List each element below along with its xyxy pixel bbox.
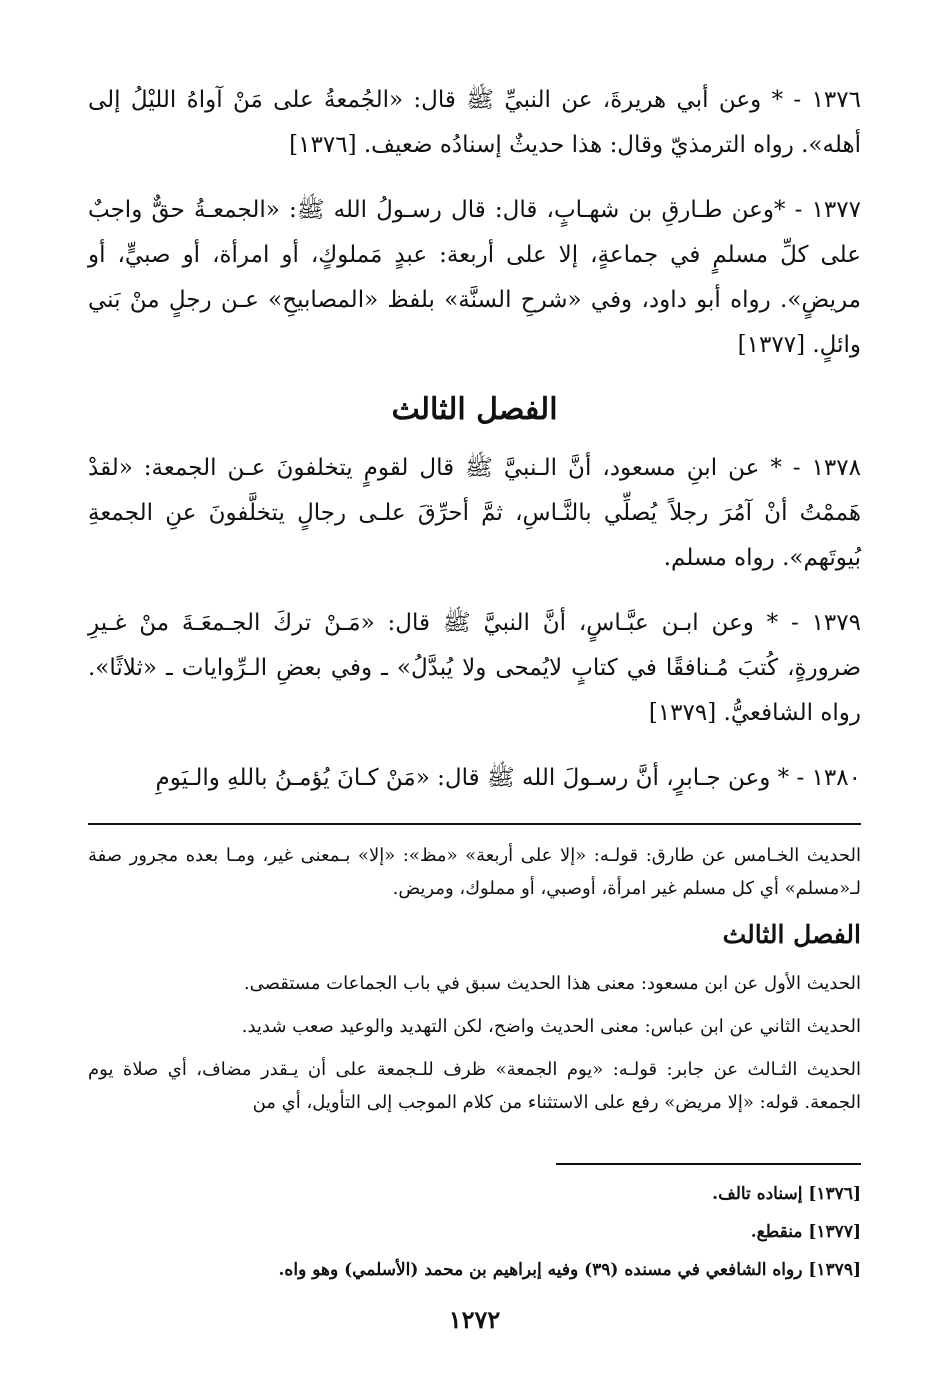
footnote-1379: [١٣٧٩] رواه الشافعي في مسنده (٣٩) وفيه إبراهيم بن محمد (الأسلمي) وهو واه. xyxy=(278,1260,861,1280)
commentary-paragraph: الحديث الأول عن ابن مسعود: معنى هذا الحديث سبق في باب الجماعات مستقصى. xyxy=(243,973,861,994)
page-number: ١٢٧٢ xyxy=(448,1305,501,1334)
hadith-1379: ١٣٧٩ - * وعن ابـن عبَّـاسٍ، أنَّ النبيَّ ﷺ قال: «مَـنْ تركَ الجـمعَـةَ منْ غـيرِ ضرورةٍ، كُتبَ مُـنافقًا في كتابٍ لايُمحى ولا يُبدَّلُ» ـ وفي بعضِ الـرِّوايات ـ «ثلاثًا». رواه الشافعيُّ. [١٣٧٩] xyxy=(88,610,861,726)
commentary-divider xyxy=(88,823,861,825)
commentary-section-title: الفصل الثالث xyxy=(722,920,861,949)
commentary-intro: الحديث الخـامس عن طارق: قولـه: «إلا على أربعة» «مظ»: «إلا» بـمعنى غير، ومـا بعده مجرور صفة لـ«مسلم» أي كل مسلم غير امرأة، أوصبي، أو مملوك، ومريض. xyxy=(88,845,861,899)
hadith-1380: ١٣٨٠ - * وعن جـابرٍ، أنَّ رسـولَ الله ﷺ قال: «مَنْ كـانَ يُؤمـنُ باللهِ والـيَومِ xyxy=(155,765,861,791)
hadith-1378: ١٣٧٨ - * عن ابنِ مسعود، أنَّ الـنبيَّ ﷺ قال لقومٍ يتخلفونَ عـن الجمعة: «لقدْ هَممْتُ أنْ آمُرَ رجلاً يُصلِّي بالنَّـاسِ، ثمَّ أحرِّقَ علـى رجالٍ يتخلَّفونَ عنِ الجمعةِ بُيوتَهم». رواه مسلم. xyxy=(88,455,861,571)
hadith-1376: ١٣٧٦ - * وعن أبي هريرةَ، عن النبيِّ ﷺ قال: «الجُمعةُ على مَنْ آواهُ الليْلُ إلى أهله». رواه الترمذيّ وقال: هذا حديثٌ إسنادُه ضعيف. [١٣٧٦] xyxy=(88,87,861,158)
commentary-paragraph: الحديث الثـالث عن جابر: قولـه: «يوم الجمعة» ظرف للـجمعة على أن يـقدر مضاف، أي صلاة يوم الجمعة. قوله: «إلا مريض» رفع على الاستثناء من كلام الموجب إلى التأويل، أي من xyxy=(88,1059,861,1113)
hadith-1377: ١٣٧٧ - *وعن طـارقِ بن شهـابٍ، قال: قال رسـولُ الله ﷺ: «الجمعـةُ حقٌّ واجبٌ على كلِّ مسلمٍ في جماعةٍ، إلا على أربعة: عبدٍ مَملوكٍ، أو امرأة، أو صبيٍّ، أو مريضٍ». رواه أبو داود، وفي «شرحِ السنَّة» بلفظ «المصابيحِ» عـن رجلٍ منْ بَني وائلٍ. [١٣٧٧] xyxy=(88,197,861,358)
footnote-divider xyxy=(556,1163,861,1165)
commentary-paragraph: الحديث الثاني عن ابن عباس: معنى الحديث واضح، لكن التهديد والوعيد صعب شديد. xyxy=(241,1016,861,1037)
footnote-1376: [١٣٧٦] إسناده تالف. xyxy=(712,1184,861,1204)
section-title: الفصل الثالث xyxy=(391,392,558,427)
footnote-1377: [١٣٧٧] منقطع. xyxy=(750,1222,861,1242)
